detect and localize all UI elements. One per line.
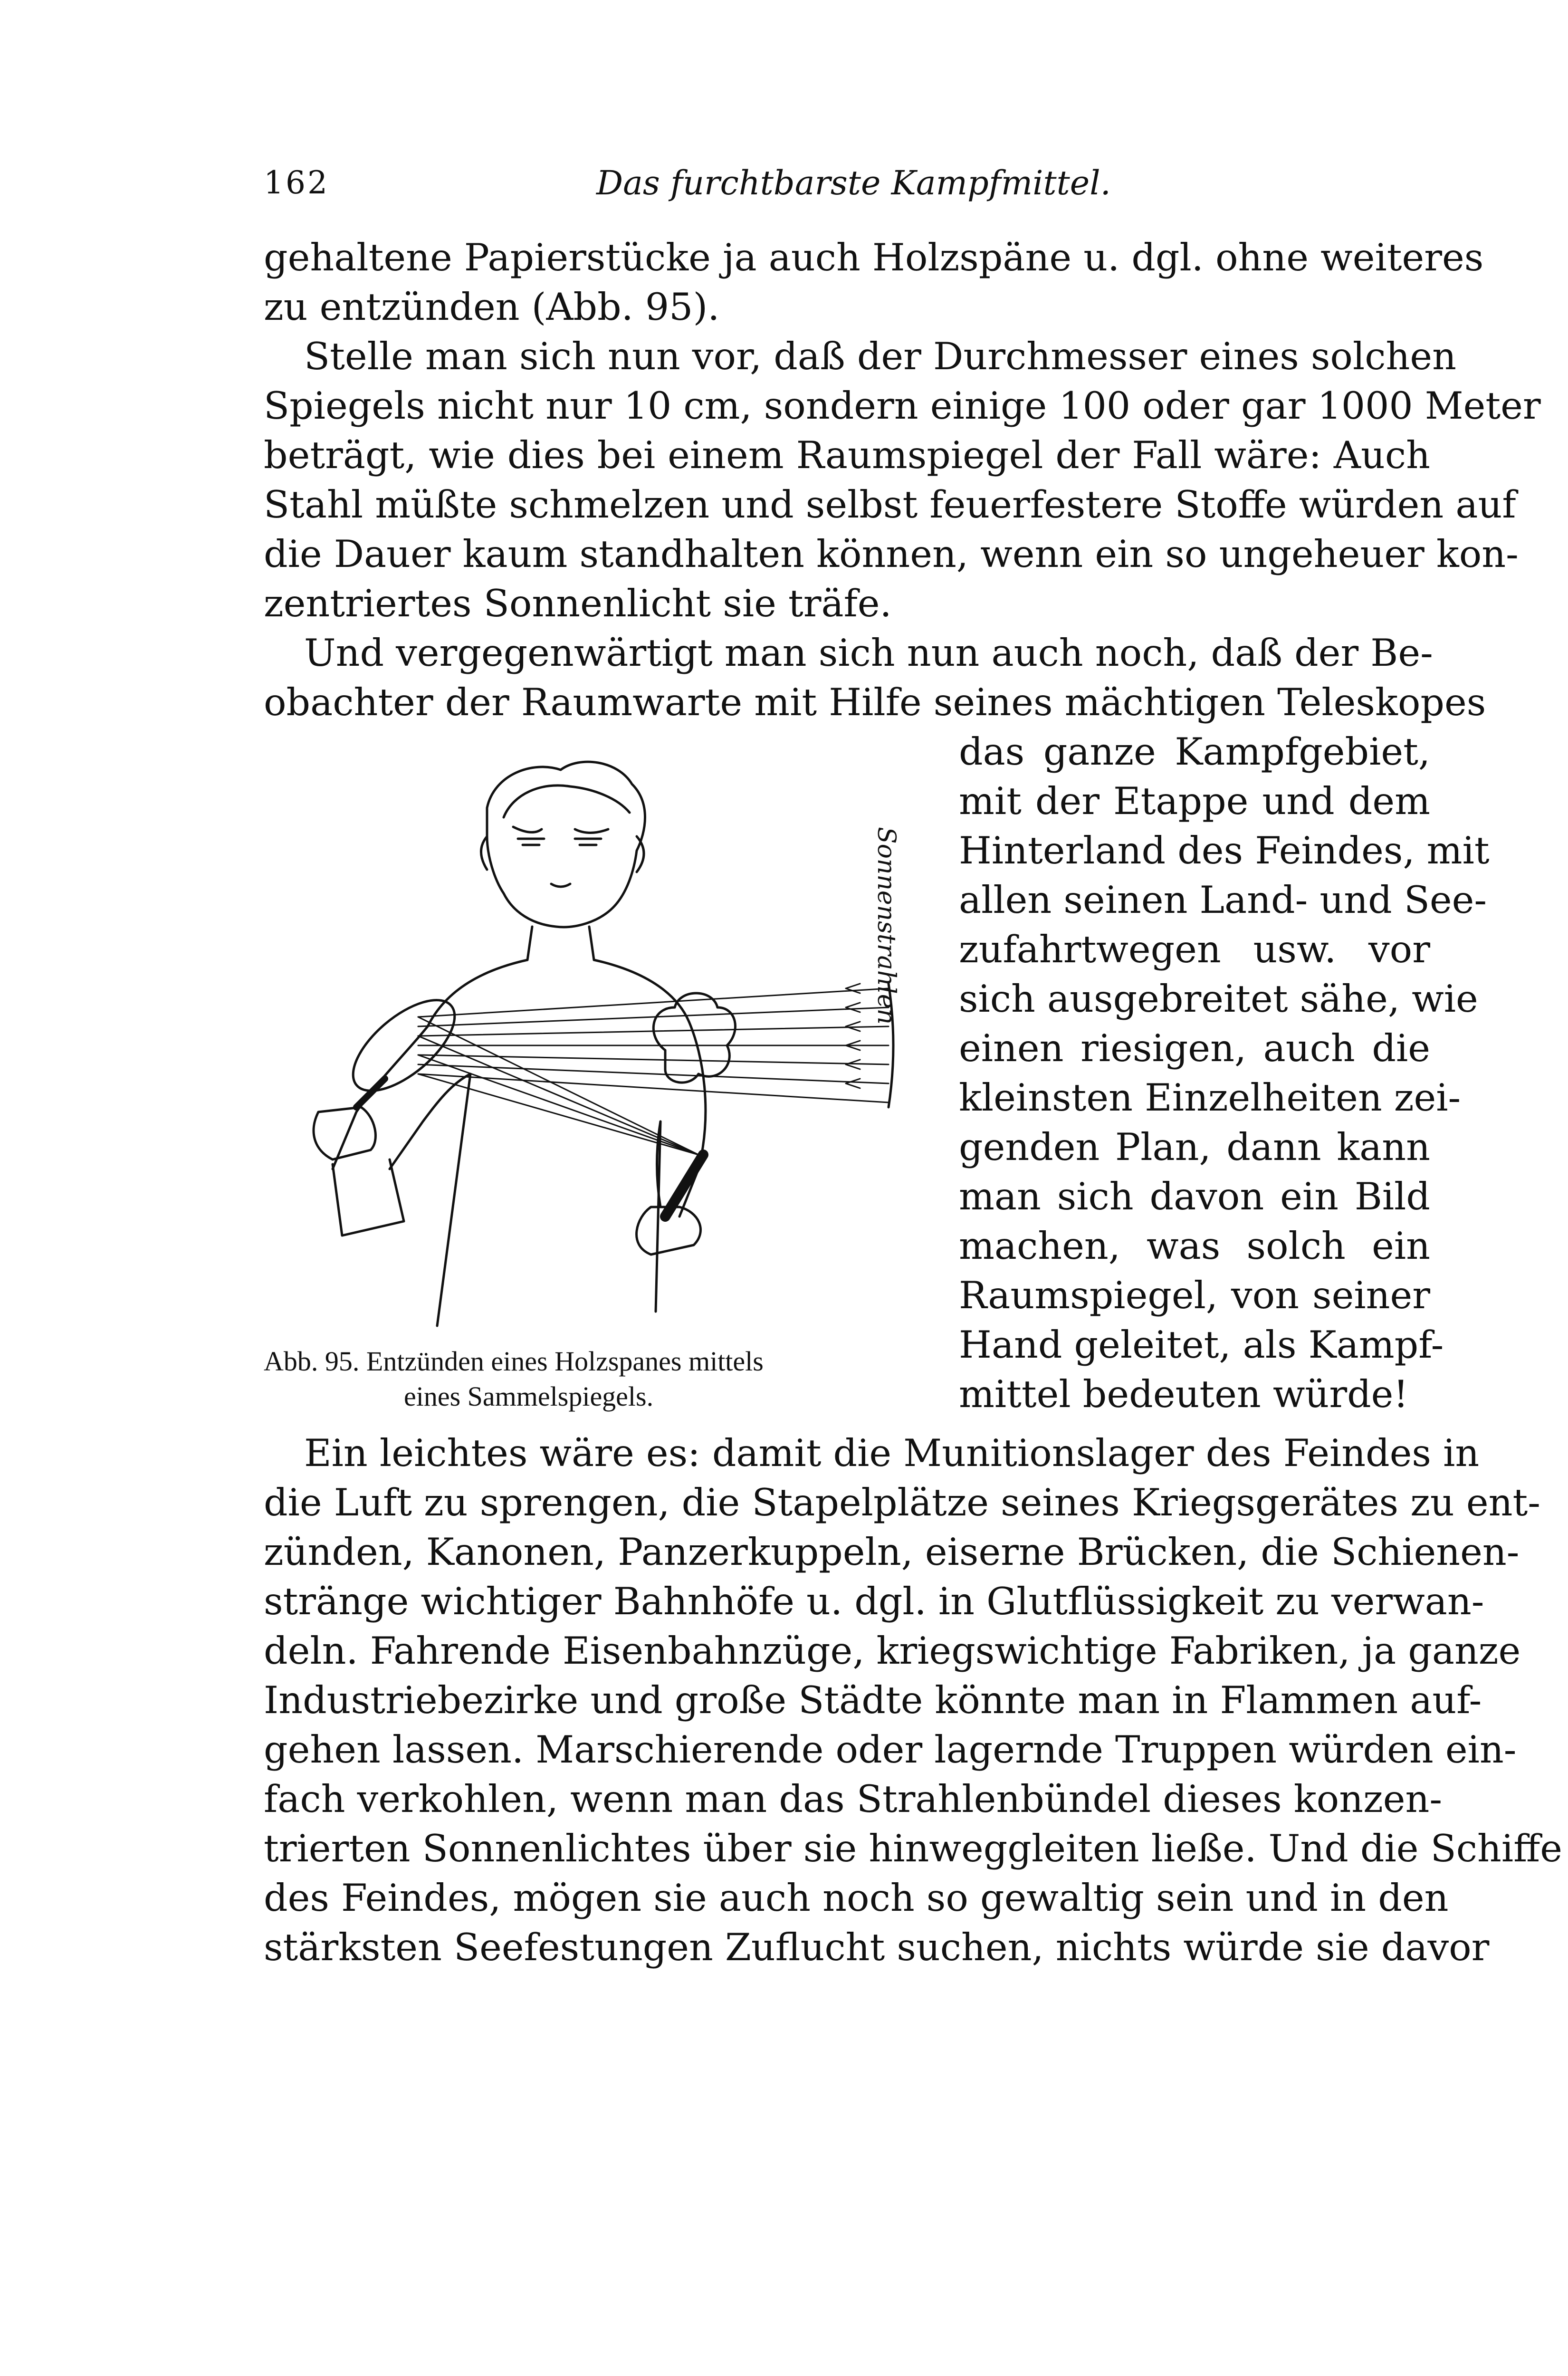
- hairline: [504, 786, 630, 817]
- text-line: beträgt, wie dies bei einem Raumspiegel der Fall wäre: Auch: [264, 433, 1430, 477]
- text-line: zufahrtwegen usw. vor: [959, 928, 1430, 971]
- text-line: mit der Etappe und dem: [959, 779, 1430, 823]
- mouth: [551, 884, 570, 887]
- arm-left-outer: [333, 1026, 428, 1169]
- sleeve-left: [333, 1159, 404, 1236]
- text-line: gehen lassen. Marschierende oder lagernde Truppen würden ein-: [264, 1728, 1517, 1772]
- text-line: man sich davon ein Bild: [959, 1175, 1430, 1218]
- figure-label: Sonnenstrahlen: [872, 827, 900, 1025]
- arm-left-inner: [390, 1074, 470, 1169]
- text-line: zu entzünden (Abb. 95).: [264, 285, 720, 329]
- mirror-illustration: [247, 741, 941, 1359]
- text-line: die Dauer kaum standhalten können, wenn ein so ungeheuer kon-: [264, 532, 1519, 576]
- torso-left: [437, 1074, 470, 1326]
- text-line: deln. Fahrende Eisenbahnzüge, kriegswichtige Fabriken, ja ganze: [264, 1629, 1521, 1673]
- mirror-handle: [356, 1079, 385, 1107]
- text-line: Ein leichtes wäre es: damit die Munitionslager des Feindes in: [304, 1431, 1480, 1475]
- text-line: genden Plan, dann kann: [959, 1125, 1430, 1169]
- page-number: 162: [264, 164, 329, 201]
- text-line: die Luft zu sprengen, die Stapelplätze seines Kriegsgerätes zu ent-: [264, 1481, 1540, 1524]
- text-line: fach verkohlen, wenn man das Strahlenbündel dieses konzen-: [264, 1777, 1443, 1821]
- text-line: kleinsten Einzelheiten zei-: [959, 1076, 1461, 1120]
- text-line: allen seinen Land- und See-: [959, 878, 1487, 922]
- ear-right: [637, 836, 644, 872]
- text-line: stärksten Seefestungen Zuflucht suchen, nichts würde sie davor: [264, 1926, 1490, 1969]
- figure-95: [247, 741, 941, 1359]
- ray-arrows: [846, 984, 860, 1088]
- eyebrow-right: [575, 829, 608, 833]
- text-line: zentriertes Sonnenlicht sie träfe.: [264, 582, 892, 625]
- text-line: Hand geleitet, als Kampf-: [959, 1323, 1444, 1367]
- sun-rays: [418, 988, 889, 1155]
- figure-caption: Abb. 95. Entzünden eines Holzspanes mittels: [264, 1346, 764, 1377]
- text-line: obachter der Raumwarte mit Hilfe seines mächtigen Teleskopes: [264, 680, 1486, 724]
- text-line: sich ausgebreitet sähe, wie: [959, 977, 1478, 1021]
- text-line: des Feindes, mögen sie auch noch so gewaltig sein und in den: [264, 1876, 1449, 1920]
- text-line: zünden, Kanonen, Panzerkuppeln, eiserne Brücken, die Schienen-: [264, 1530, 1520, 1574]
- neck: [527, 927, 594, 960]
- text-line: stränge wichtiger Bahnhöfe u. dgl. in Glutflüssigkeit zu verwan-: [264, 1580, 1484, 1623]
- text-line: machen, was solch ein: [959, 1224, 1430, 1268]
- eyebrow-left: [513, 827, 542, 832]
- eye-left: [518, 839, 544, 845]
- figure-caption: eines Sammelspiegels.: [404, 1381, 654, 1412]
- running-title: Das furchtbarste Kampfmittel.: [596, 163, 1111, 202]
- text-line: trierten Sonnenlichtes über sie hinweggleiten ließe. Und die Schiffe: [264, 1827, 1562, 1870]
- hand-left: [314, 1107, 375, 1159]
- text-line: einen riesigen, auch die: [959, 1026, 1430, 1070]
- text-line: das ganze Kampfgebiet,: [959, 730, 1430, 774]
- text-line: Stelle man sich nun vor, daß der Durchmesser eines solchen: [304, 335, 1456, 378]
- text-line: Stahl müßte schmelzen und selbst feuerfestere Stoffe würden auf: [264, 483, 1516, 527]
- text-line: Industriebezirke und große Städte könnte man in Flammen auf-: [264, 1678, 1482, 1722]
- running-head: [264, 157, 1119, 209]
- shoulder-left: [428, 960, 527, 1026]
- eye-right: [575, 839, 601, 845]
- shoulder-right: [594, 960, 689, 1022]
- text-line: Raumspiegel, von seiner: [959, 1274, 1430, 1317]
- text-line: mittel bedeuten würde!: [959, 1372, 1409, 1416]
- text-line: Hinterland des Feindes, mit: [959, 829, 1490, 872]
- text-line: gehaltene Papierstücke ja auch Holzspäne u. dgl. ohne weiteres: [264, 236, 1484, 279]
- text-line: Spiegels nicht nur 10 cm, sondern einige 100 oder gar 1000 Meter: [264, 384, 1541, 428]
- text-line: Und vergegenwärtigt man sich nun auch noch, daß der Be-: [304, 631, 1433, 675]
